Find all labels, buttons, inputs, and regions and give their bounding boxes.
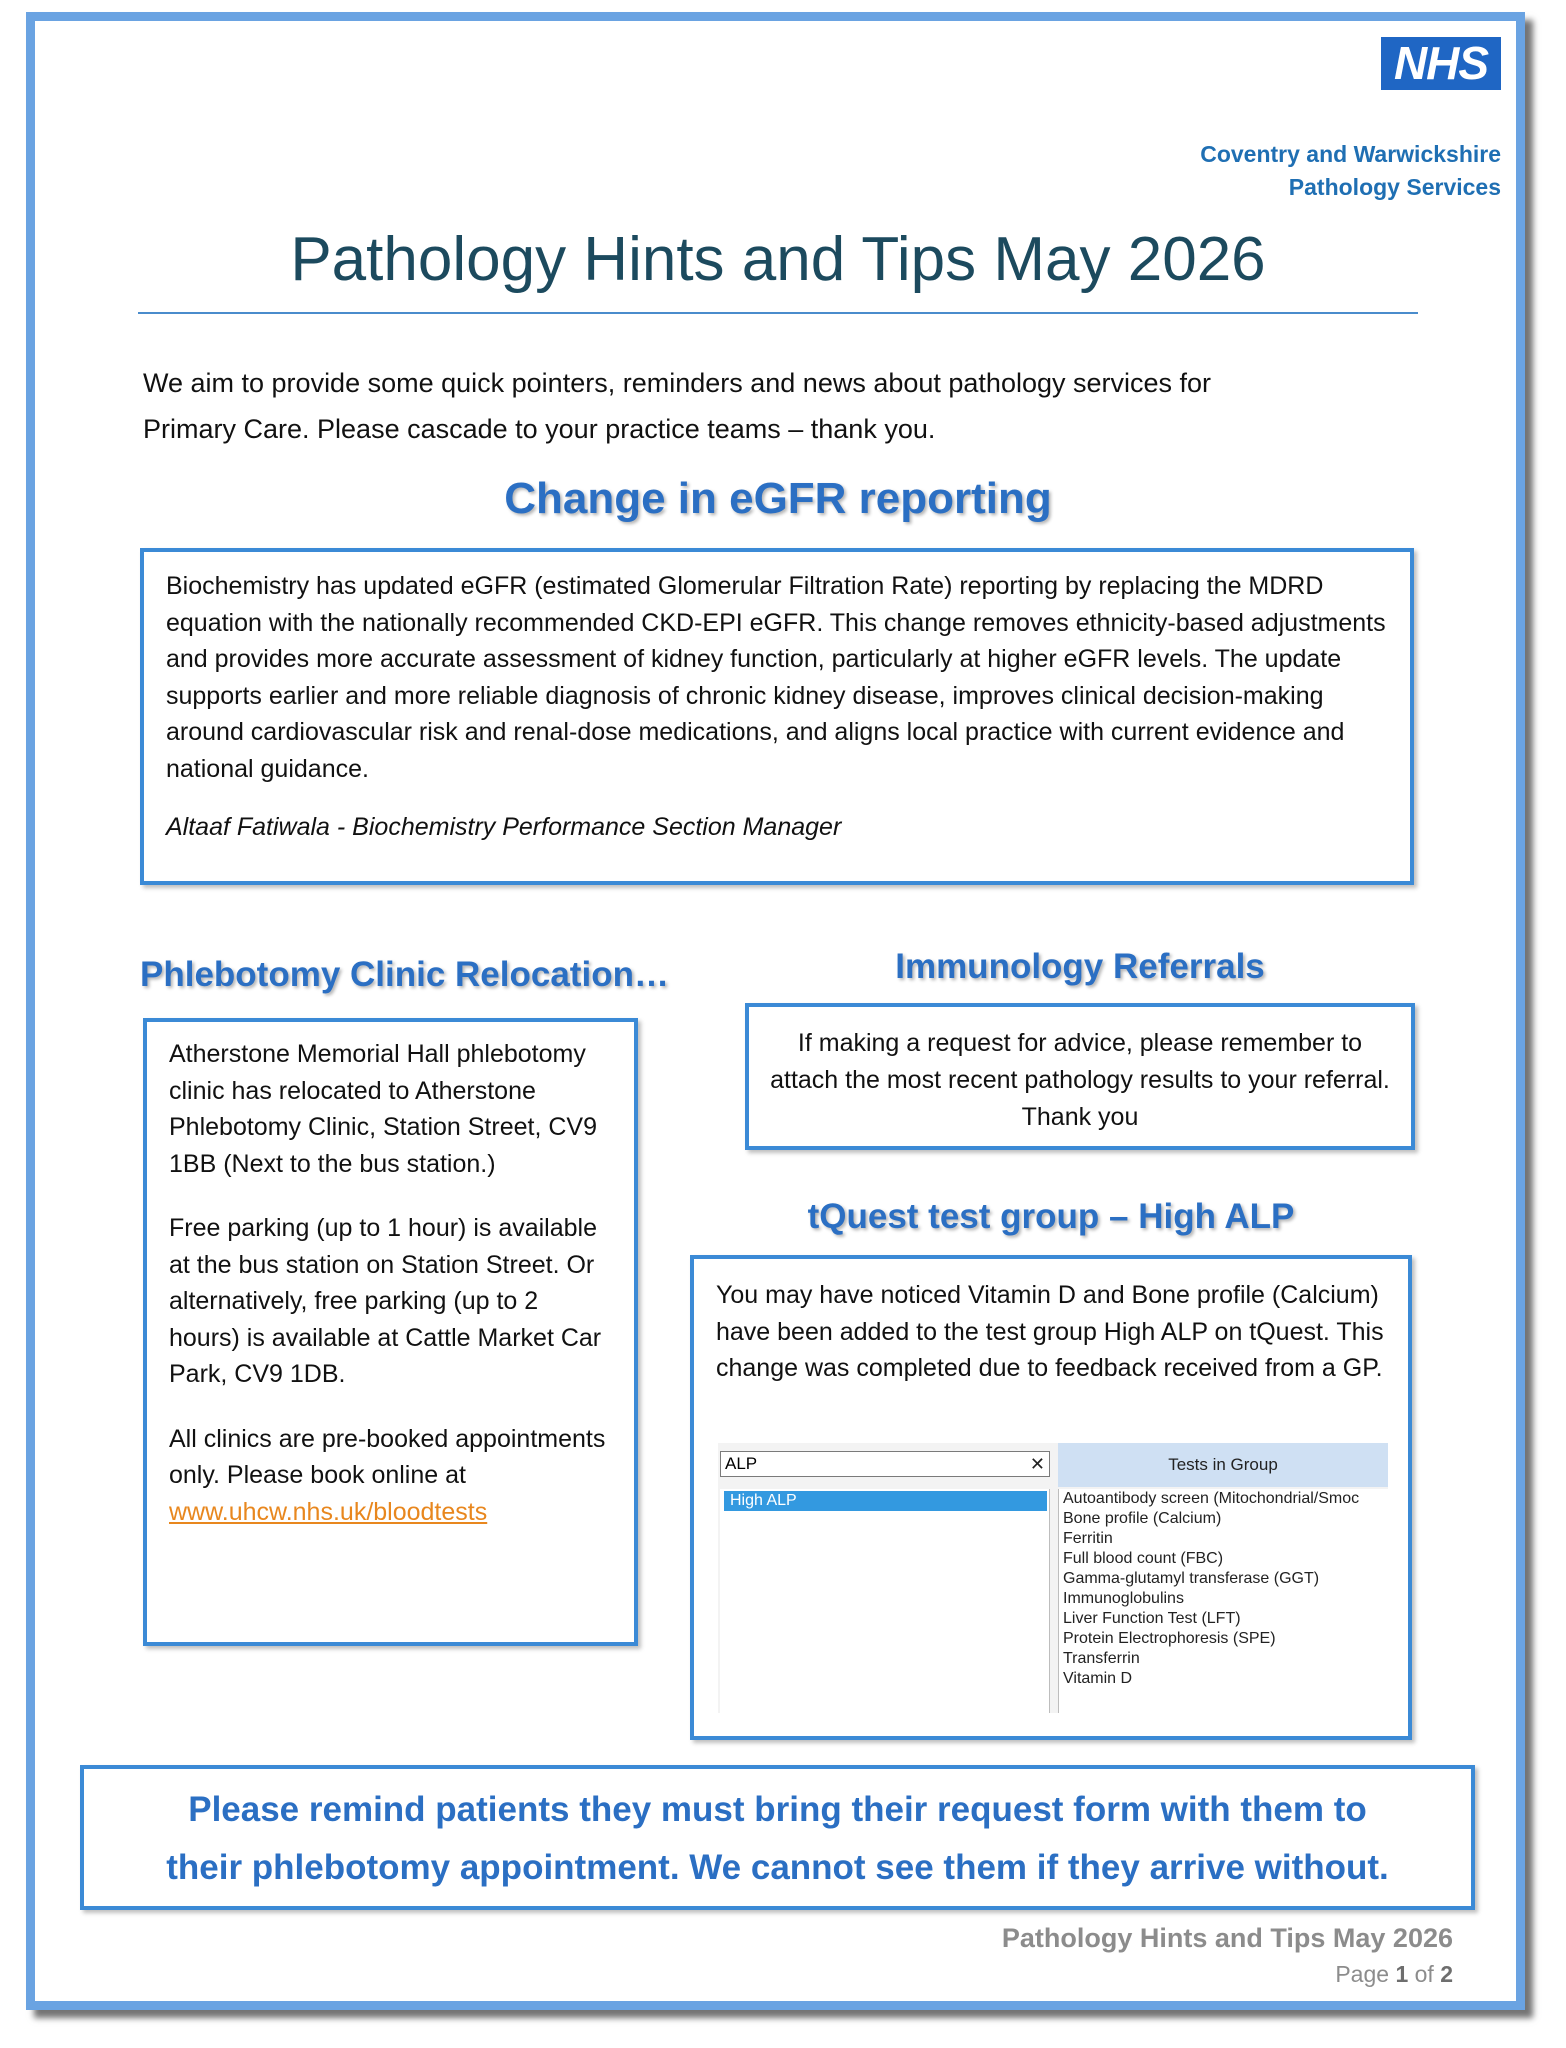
- page-current: 1: [1395, 1961, 1409, 1987]
- test-item: Protein Electrophoresis (SPE): [1063, 1630, 1276, 1647]
- page-total: 2: [1440, 1961, 1453, 1987]
- test-group-list[interactable]: [720, 1489, 1050, 1713]
- page-title: Pathology Hints and Tips May 2026: [290, 225, 1266, 294]
- intro-line-1: We aim to provide some quick pointers, reminders and news about pathology services for: [143, 368, 1212, 398]
- phlebotomy-box: [143, 1018, 638, 1646]
- phlebotomy-heading: Phlebotomy Clinic Relocation…: [140, 955, 669, 994]
- footer-title: Pathology Hints and Tips May 2026: [1001, 1923, 1453, 1953]
- tquest-body: You may have noticed Vitamin D and Bone profile (Calcium) have been added to the test group High ALP on tQuest. This change was completed due to feedback received from a GP.: [716, 1281, 1384, 1382]
- bloodtests-link[interactable]: www.uhcw.nhs.uk/bloodtests: [169, 1497, 488, 1526]
- tests-in-group-header: Tests in Group: [1058, 1443, 1388, 1487]
- tquest-search-value: ALP: [725, 1454, 758, 1473]
- egfr-heading: Change in eGFR reporting: [504, 474, 1052, 523]
- test-item: Liver Function Test (LFT): [1063, 1610, 1241, 1627]
- nhs-logo: NHS: [1381, 37, 1501, 90]
- tests-list: [1058, 1489, 1388, 1713]
- org-line-1: Coventry and Warwickshire: [1200, 141, 1501, 167]
- tquest-heading: tQuest test group – High ALP: [807, 1197, 1295, 1236]
- immunology-heading: Immunology Referrals: [895, 947, 1265, 986]
- page-of: of: [1414, 1961, 1434, 1987]
- title-divider: [138, 312, 1418, 314]
- reminder-box: [80, 1765, 1475, 1910]
- test-item: Transferrin: [1063, 1650, 1140, 1667]
- tquest-screenshot: [718, 1443, 1388, 1713]
- phlebotomy-booking-text: All clinics are pre-booked appointments only. Please book online at: [169, 1424, 606, 1489]
- test-item: Full blood count (FBC): [1063, 1550, 1224, 1567]
- test-group-item-selected[interactable]: High ALP: [724, 1491, 1047, 1511]
- egfr-body: Biochemistry has updated eGFR (estimated Glomerular Filtration Rate) reporting by replacing the MDRD equation with the nationally recommended CKD-EPI eGFR. This change removes ethnicity-based adjustments and provides more accurate assessment of kidney function, particularly at higher eGFR levels. The update supports earlier and more reliable diagnosis of chronic kidney disease, improves clinical decision-making around cardiovascular risk and renal-dose medications, and aligns local practice with current evidence and national guidance.: [166, 572, 1386, 783]
- test-item: Gamma-glutamyl transferase (GGT): [1063, 1570, 1320, 1587]
- reminder-line-1: Please remind patients they must bring their request form with them to: [188, 1790, 1367, 1829]
- phlebotomy-para-1: Atherstone Memorial Hall phlebotomy clinic has relocated to Atherstone Phlebotomy Clinic, Station Street, CV9 1BB (Next to the bus station.): [169, 1040, 597, 1178]
- page-label: Page: [1335, 1961, 1390, 1987]
- phlebotomy-para-2: Free parking (up to 1 hour) is available at the bus station on Station Street. Or alternatively, free parking (up to 2 hours) is available at Cattle Market Car Park, CV9 1DB.: [169, 1214, 602, 1388]
- intro-line-2: Primary Care. Please cascade to your practice teams – thank you.: [143, 414, 936, 444]
- intro-text: [143, 360, 1423, 452]
- footer-page-number: [1335, 1958, 1453, 1990]
- tquest-search-input[interactable]: [720, 1451, 1050, 1477]
- test-item: Vitamin D: [1063, 1670, 1133, 1687]
- test-item: Bone profile (Calcium): [1063, 1510, 1222, 1527]
- test-item: Autoantibody screen (Mitochondrial/Smoc: [1063, 1490, 1360, 1507]
- phlebotomy-para-3: [169, 1421, 612, 1531]
- reminder-line-2: their phlebotomy appointment. We cannot see them if they arrive without.: [166, 1848, 1389, 1887]
- org-line-2: Pathology Services: [1288, 174, 1501, 200]
- test-item: Immunoglobulins: [1063, 1590, 1184, 1607]
- test-item: Ferritin: [1063, 1530, 1113, 1547]
- egfr-author: Altaaf Fatiwala - Biochemistry Performance Section Manager: [166, 813, 842, 841]
- immunology-body: If making a request for advice, please remember to attach the most recent pathology results to your referral. Thank you: [770, 1029, 1390, 1131]
- organisation-name: [1200, 138, 1501, 204]
- immunology-box: [745, 1003, 1415, 1150]
- tquest-box: [690, 1255, 1412, 1740]
- egfr-box: [140, 548, 1414, 885]
- clear-icon[interactable]: ✕: [1029, 1454, 1045, 1474]
